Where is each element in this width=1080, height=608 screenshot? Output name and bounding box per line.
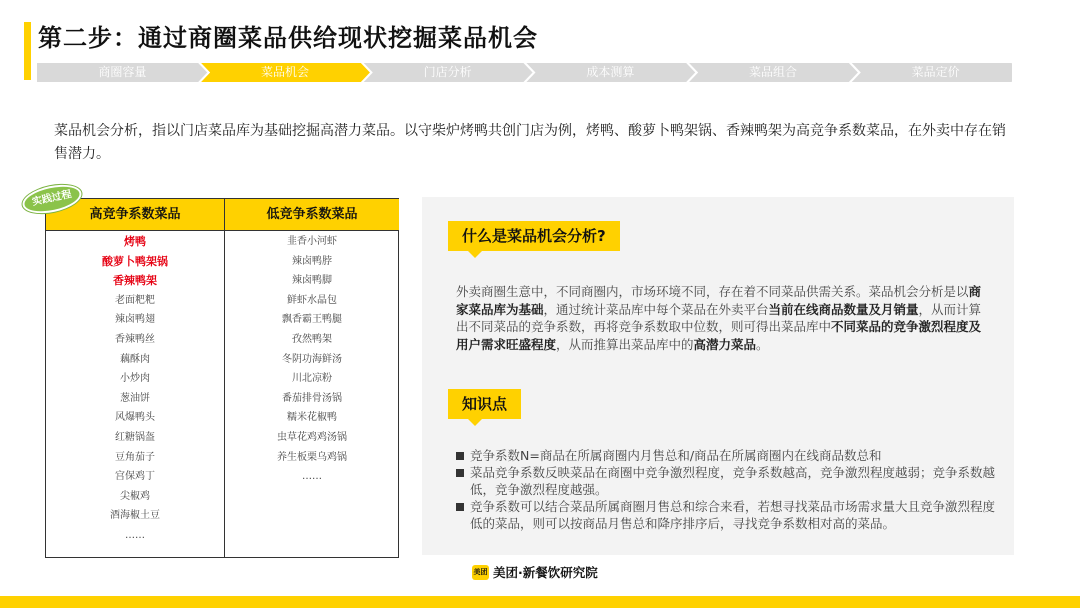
low-competition-dish: 辣卤鸭脚 — [292, 275, 332, 287]
low-competition-dish: 糯米花椒鸭 — [287, 412, 337, 424]
low-competition-dish: 飘香霸王鸭腿 — [282, 314, 342, 326]
practice-badge: 实践过程 — [20, 180, 84, 218]
high-competition-dish: 酸萝卜鸭架锅 — [102, 254, 168, 268]
high-competition-column — [46, 199, 224, 557]
dish-competition-table — [45, 198, 399, 558]
high-competition-dish: …… — [125, 529, 145, 541]
high-competition-dish: 宫保鸡丁 — [115, 471, 155, 483]
paragraph-emphasis: 当前在线商品数量及月销量 — [768, 301, 919, 317]
explanation-panel — [422, 197, 1014, 555]
paragraph-emphasis: 高潜力菜品 — [693, 336, 757, 352]
meituan-logo-icon: 美团 — [472, 565, 489, 580]
high-competition-dish: 红糖锅盔 — [115, 431, 155, 443]
low-competition-dish: 韭香小河虾 — [287, 236, 337, 247]
high-competition-dish: 豆角茄子 — [115, 451, 155, 463]
paragraph-text: 。 — [756, 336, 769, 352]
low-competition-column — [224, 199, 399, 557]
title-accent-bar — [24, 22, 31, 80]
knowledge-tag: 知识点 — [448, 389, 521, 419]
high-competition-dish: 香辣鸭架 — [113, 274, 157, 288]
low-competition-dish: 川北凉粉 — [292, 373, 332, 385]
paragraph-emphasis: 不同菜品的竞争激烈程度及用户需求旺盛程度 — [456, 319, 982, 352]
step-label-4: 成本测算 — [586, 65, 635, 79]
paragraph-text: ，从而计算出不同菜品的竞争系数，再将竞争系数取中位数，则可得出菜品库中 — [456, 301, 982, 334]
high-competition-dish: 辣卤鸭翅 — [115, 314, 155, 326]
step-label-6: 菜品定价 — [911, 65, 960, 79]
explanation-paragraph — [456, 283, 986, 353]
high-competition-dish: 葱油饼 — [120, 392, 150, 404]
low-competition-list — [225, 231, 399, 487]
high-competition-header: 高竞争系数菜品 — [46, 199, 224, 231]
high-competition-dish: 烤鸭 — [124, 235, 146, 248]
low-competition-dish: 冬阴功海鲜汤 — [282, 353, 342, 365]
step-label-5: 菜品组合 — [748, 65, 797, 79]
knowledge-bullet: 竞争系数可以结合菜品所属商圈月售总和综合来看，若想寻找菜品市场需求量大且竞争激烈程度低的菜品，则可以按商品月售总和降序排序后，寻找竞争系数相对高的菜品。 — [456, 498, 996, 532]
footer-brand — [472, 563, 598, 581]
low-competition-dish: 番茄排骨汤锅 — [282, 392, 342, 404]
paragraph-text: ，通过统计菜品库中每个菜品在外卖平台 — [543, 301, 769, 317]
paragraph-emphasis: 商家菜品库为基础 — [456, 284, 982, 317]
step-navigation — [36, 62, 1012, 83]
low-competition-dish: 辣卤鸭脖 — [292, 255, 332, 267]
high-competition-dish: 尖椒鸡 — [120, 490, 150, 502]
low-competition-dish: 养生板栗乌鸡锅 — [277, 451, 347, 463]
page-title: 第二步：通过商圈菜品供给现状挖掘菜品机会 — [38, 24, 538, 52]
high-competition-dish: 酒海椒土豆 — [110, 510, 160, 522]
step-label-1: 商圈容量 — [98, 65, 147, 79]
low-competition-dish: 孜然鸭架 — [292, 333, 332, 345]
high-competition-dish: 小炒肉 — [120, 373, 150, 385]
knowledge-bullets — [456, 447, 996, 532]
step-label-2: 菜品机会 — [260, 65, 309, 79]
high-competition-dish: 香辣鸭丝 — [115, 333, 155, 345]
low-competition-header: 低竞争系数菜品 — [225, 199, 399, 231]
step-label-3: 门店分析 — [423, 65, 472, 79]
low-competition-dish: 鲜虾水晶包 — [287, 294, 337, 306]
low-competition-dish: …… — [302, 471, 322, 483]
high-competition-dish: 风爆鸭头 — [115, 412, 155, 424]
brand-name: 美团·新餐饮研究院 — [493, 565, 598, 580]
high-competition-dish: 藕酥肉 — [120, 353, 150, 365]
knowledge-bullet: 竞争系数N=商品在所属商圈内月售总和/商品在所属商圈内在线商品数总和 — [456, 447, 996, 464]
paragraph-text: 外卖商圈生意中，不同商圈内，市场环境不同，存在着不同菜品供需关系。菜品机会分析是以 — [456, 284, 969, 299]
low-competition-dish: 虫草花鸡鸡汤锅 — [277, 431, 347, 443]
knowledge-bullet: 菜品竞争系数反映菜品在商圈中竞争激烈程度，竞争系数越高，竞争激烈程度越弱；竞争系数越低，竞争激烈程度越强。 — [456, 464, 996, 498]
high-competition-list — [46, 231, 224, 546]
high-competition-dish: 老面粑粑 — [115, 294, 155, 306]
what-is-tag: 什么是菜品机会分析? — [448, 221, 620, 251]
bottom-accent-bar — [0, 596, 1080, 608]
paragraph-text: ，从而推算出菜品库中的 — [556, 336, 694, 352]
intro-text: 菜品机会分析，指以门店菜品库为基础挖掘高潜力菜品。以守柴炉烤鸭共创门店为例，烤鸭、酸萝卜鸭架锅、香辣鸭架为高竞争系数菜品，在外卖中存在销售潜力。 — [54, 123, 1006, 162]
